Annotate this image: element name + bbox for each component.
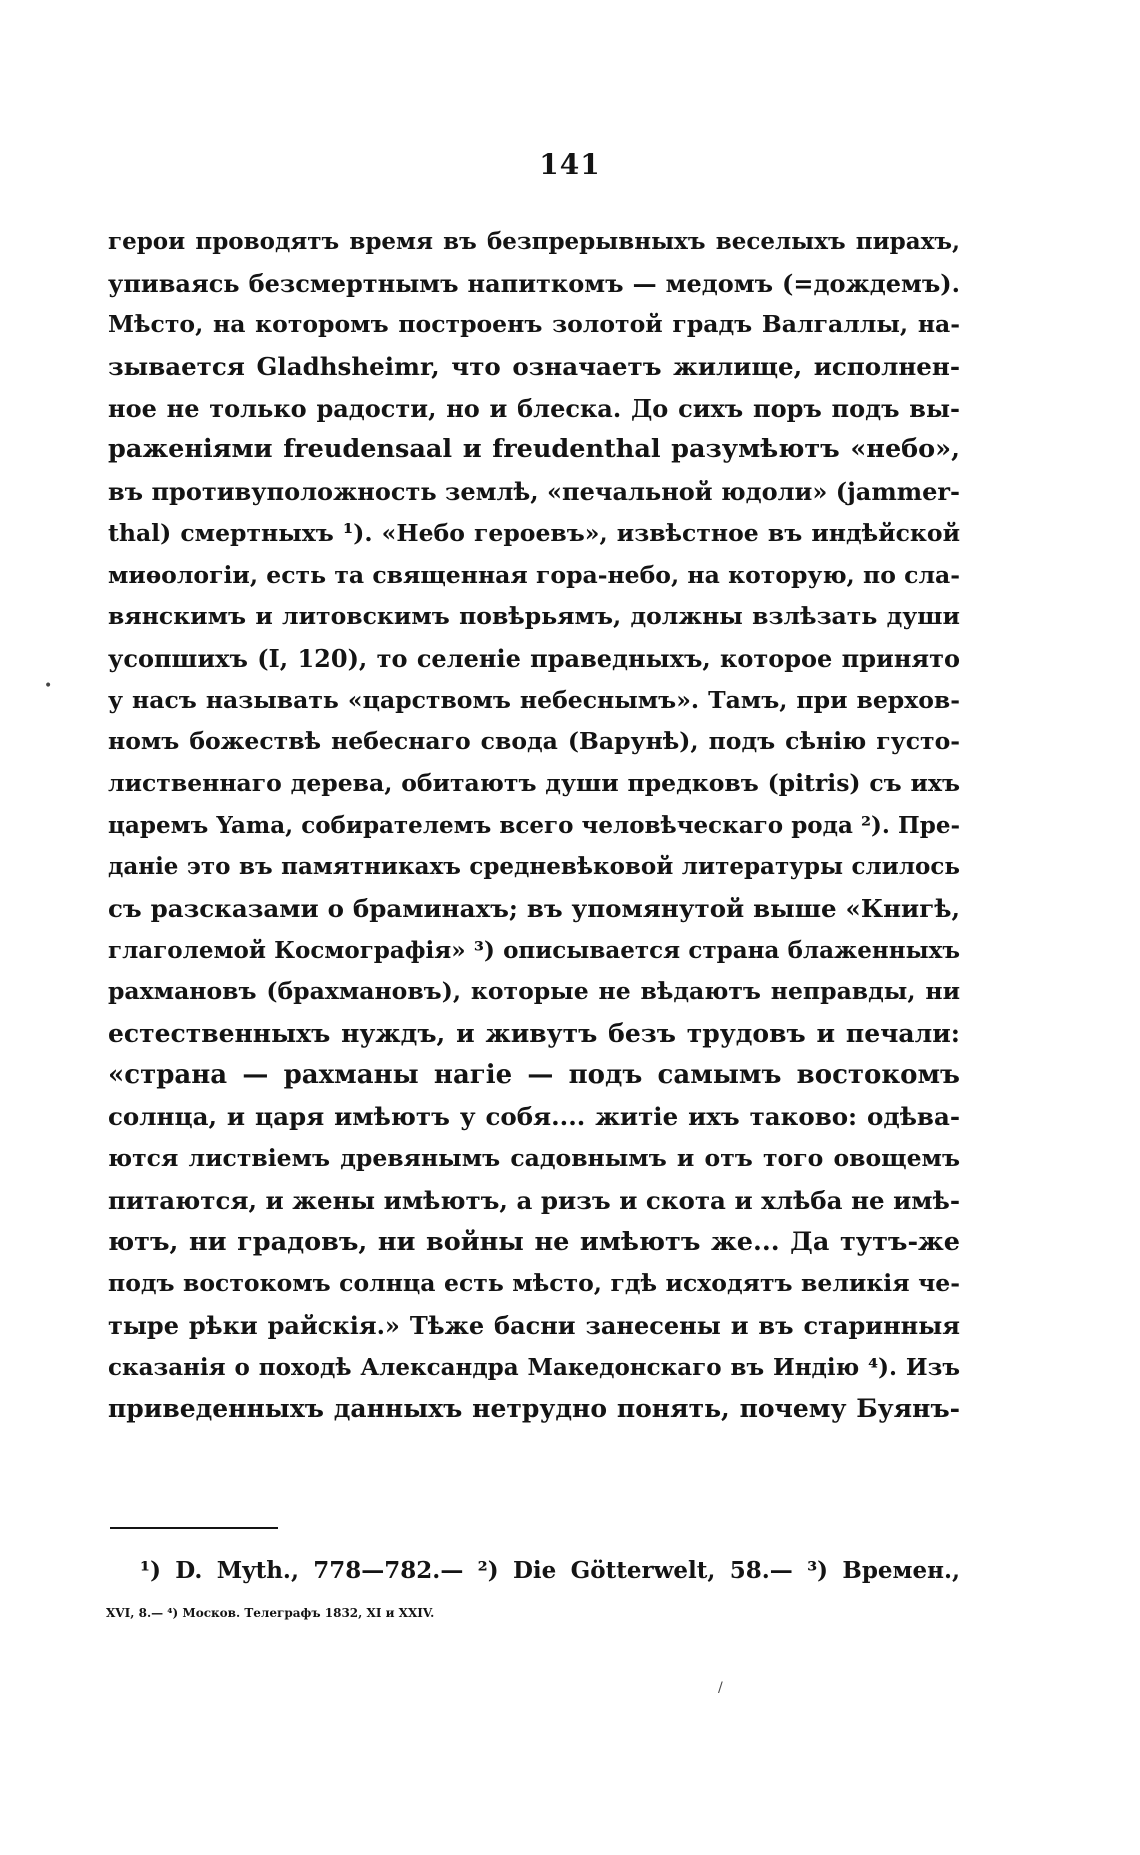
stray-mark: •	[44, 678, 53, 694]
text-line: естественныхъ нуждъ, и живутъ безъ трудовъ и печали:	[108, 1019, 960, 1049]
text-line: миѳологіи, есть та священная гора-небо, на которую, по сла-	[108, 560, 960, 589]
text-line: даніе это въ памятникахъ средневѣковой литературы слилось	[108, 853, 960, 881]
text-line: «страна — рахманы нагіе — подъ самымъ востокомъ	[108, 1059, 960, 1090]
footnote-line: XVI, 8.— ⁴) Москов. Телеграфъ 1832, XI и XXIV.	[106, 1606, 435, 1620]
text-line: питаются, и жены имѣютъ, а ризъ и скота и хлѣба не имѣ-	[108, 1185, 960, 1215]
stray-mark: /	[718, 1680, 723, 1696]
footnote-line: ¹) D. Myth., 778—782.— ²) Die Götterwelt, 58.— ³) Времен.,	[140, 1557, 960, 1584]
text-line: раженіями freudensaal и freudenthal разумѣютъ «небо»,	[108, 434, 960, 465]
text-line: подъ востокомъ солнца есть мѣсто, гдѣ исходятъ великія че-	[108, 1269, 960, 1298]
footnotes	[106, 1550, 960, 1634]
text-line: царемъ Yama, собирателемъ всего человѣческаго рода ²). Пре-	[108, 811, 960, 839]
text-line: герои проводятъ время въ безпрерывныхъ веселыхъ пирахъ,	[108, 228, 960, 255]
text-line: ются листвіемъ древянымъ садовнымъ и отъ того овощемъ	[108, 1144, 960, 1173]
text-line: въ противуположность землѣ, «печальной юдоли» (jammer-	[108, 477, 960, 507]
text-line: у насъ называть «царствомъ небеснымъ». Тамъ, при верхов-	[108, 685, 960, 714]
text-line: вянскимъ и литовскимъ повѣрьямъ, должны взлѣзать души	[108, 602, 960, 631]
footnote-divider	[110, 1527, 278, 1529]
text-line: thal) смертныхъ ¹). «Небо героевъ», извѣстное въ индѣйской	[108, 518, 960, 547]
text-line: сказанія о походѣ Александра Македонскаго въ Индію ⁴). Изъ	[108, 1353, 960, 1381]
text-line: глаголемой Космографія» ³) описывается страна блаженныхъ	[108, 936, 960, 964]
page-number: 141	[539, 148, 601, 181]
text-line: рахмановъ (брахмановъ), которые не вѣдаютъ неправды, ни	[108, 977, 960, 1006]
body-text	[108, 221, 960, 1430]
text-line: усопшихъ (I, 120), то селеніе праведныхъ, которое принято	[108, 643, 960, 673]
text-line: приведенныхъ данныхъ нетрудно понять, почему Буянъ-	[108, 1394, 960, 1424]
text-line: солнца, и царя имѣютъ у собя.... житіе ихъ таково: одѣва-	[108, 1102, 960, 1132]
text-line: Мѣсто, на которомъ построенъ золотой градъ Валгаллы, на-	[108, 310, 960, 339]
text-line: ное не только радости, но и блеска. До сихъ поръ подъ вы-	[108, 393, 960, 423]
text-line: съ разсказами о браминахъ; въ упомянутой выше «Книгѣ,	[108, 894, 960, 923]
text-line: номъ божествѣ небеснаго свода (Варунѣ), подъ сѣнію густо-	[108, 727, 960, 756]
text-line: ютъ, ни градовъ, ни войны не имѣютъ же... Да тутъ-же	[108, 1226, 960, 1257]
text-line: зывается Gladhsheimr, что означаетъ жилище, исполнен-	[108, 352, 960, 382]
text-line: упиваясь безсмертнымъ напиткомъ — медомъ (=дождемъ).	[108, 268, 960, 298]
text-line: тыре рѣки райскія.» Тѣже басни занесены и въ старинныя	[108, 1310, 960, 1340]
text-line: лиственнаго дерева, обитаютъ души предковъ (pitris) съ ихъ	[108, 768, 960, 797]
